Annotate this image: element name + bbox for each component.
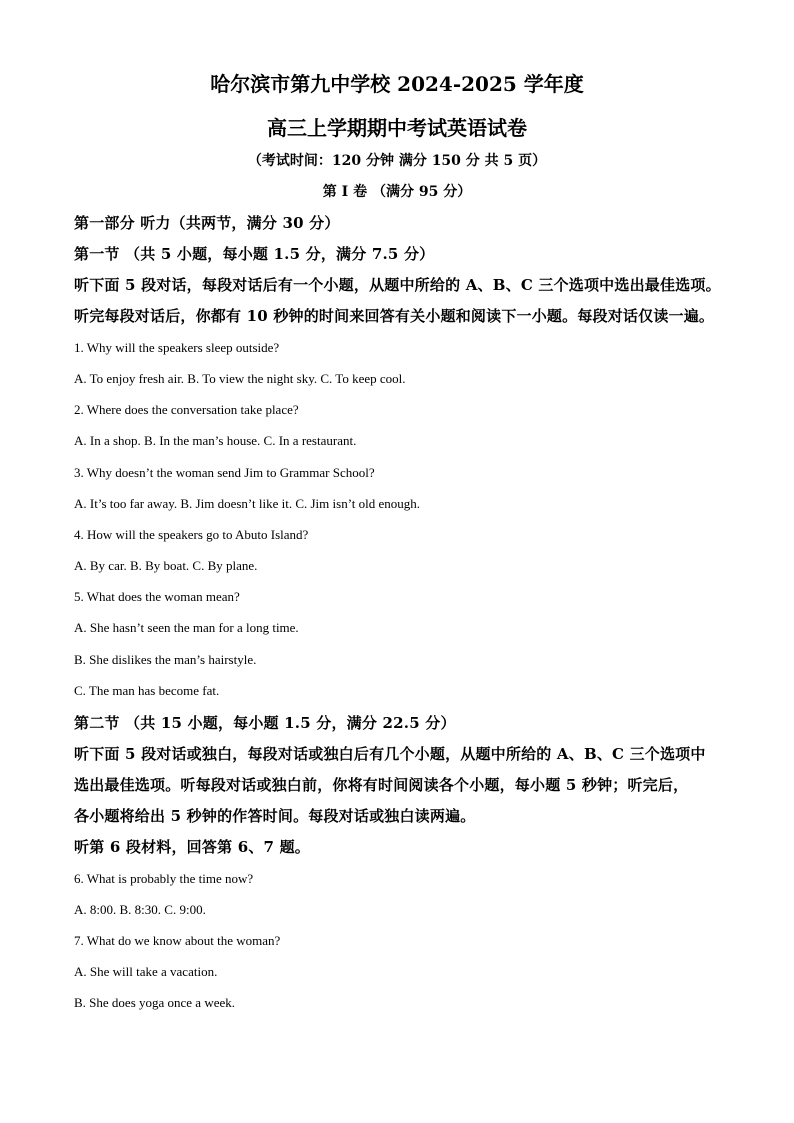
question-2: 2. Where does the conversation take place? <box>74 402 299 417</box>
part1-heading: 第一部分 听力（共两节，满分 30 分） <box>74 214 340 232</box>
question-4-options: A. By car. B. By boat. C. By plane. <box>74 558 258 573</box>
section1-heading: 第一节 （共 5 小题，每小题 1.5 分，满分 7.5 分） <box>74 245 435 263</box>
exam-title-line2: 高三上学期期中考试英语试卷 <box>267 116 527 140</box>
question-2-options: A. In a shop. B. In the man’s house. C. In a restaurant. <box>74 433 357 448</box>
question-7-option-b: B. She does yoga once a week. <box>74 995 236 1010</box>
section2-heading: 第二节 （共 15 小题，每小题 1.5 分，满分 22.5 分） <box>74 714 456 732</box>
question-6-options: A. 8:00. B. 8:30. C. 9:00. <box>74 902 206 917</box>
question-3-options: A. It’s too far away. B. Jim doesn’t like it. C. Jim isn’t old enough. <box>74 496 421 511</box>
question-7-option-a: A. She will take a vacation. <box>74 964 218 979</box>
exam-title-line1: 哈尔滨市第九中学校 2024-2025 学年度 <box>210 72 584 96</box>
question-6: 6. What is probably the time now? <box>74 871 254 886</box>
section1-instruction-line2: 听完每段对话后，你都有 10 秒钟的时间来回答有关小题和阅读下一小题。每段对话仅读一遍。 <box>74 307 715 325</box>
question-7: 7. What do we know about the woman? <box>74 933 281 948</box>
question-5-option-b: B. She dislikes the man’s hairstyle. <box>74 652 257 667</box>
volume-title: 第 I 卷 （满分 95 分） <box>322 184 472 200</box>
question-1-options: A. To enjoy fresh air. B. To view the night sky. C. To keep cool. <box>74 371 406 386</box>
question-5-option-a: A. She hasn’t seen the man for a long time. <box>74 620 299 635</box>
section1-instruction-line1: 听下面 5 段对话，每段对话后有一个小题，从题中所给的 A、B、C 三个选项中选出最佳选项。 <box>74 276 721 294</box>
question-3: 3. Why doesn’t the woman send Jim to Grammar School? <box>74 465 375 480</box>
material-6-heading: 听第 6 段材料，回答第 6、7 题。 <box>74 838 311 856</box>
section2-instruction-line3: 各小题将给出 5 秒钟的作答时间。每段对话或独白读两遍。 <box>74 807 476 825</box>
question-1: 1. Why will the speakers sleep outside? <box>74 340 280 355</box>
section2-instruction-line2: 选出最佳选项。听每段对话或独白前，你将有时间阅读各个小题，每小题 5 秒钟；听完后， <box>74 776 689 794</box>
question-5: 5. What does the woman mean? <box>74 589 240 604</box>
exam-info: （考试时间：120 分钟 满分 150 分 共 5 页） <box>247 153 547 169</box>
question-4: 4. How will the speakers go to Abuto Island? <box>74 527 309 542</box>
section2-instruction-line1: 听下面 5 段对话或独白，每段对话或独白后有几个小题，从题中所给的 A、B、C 三个选项中 <box>74 745 706 763</box>
question-5-option-c: C. The man has become fat. <box>74 683 220 698</box>
